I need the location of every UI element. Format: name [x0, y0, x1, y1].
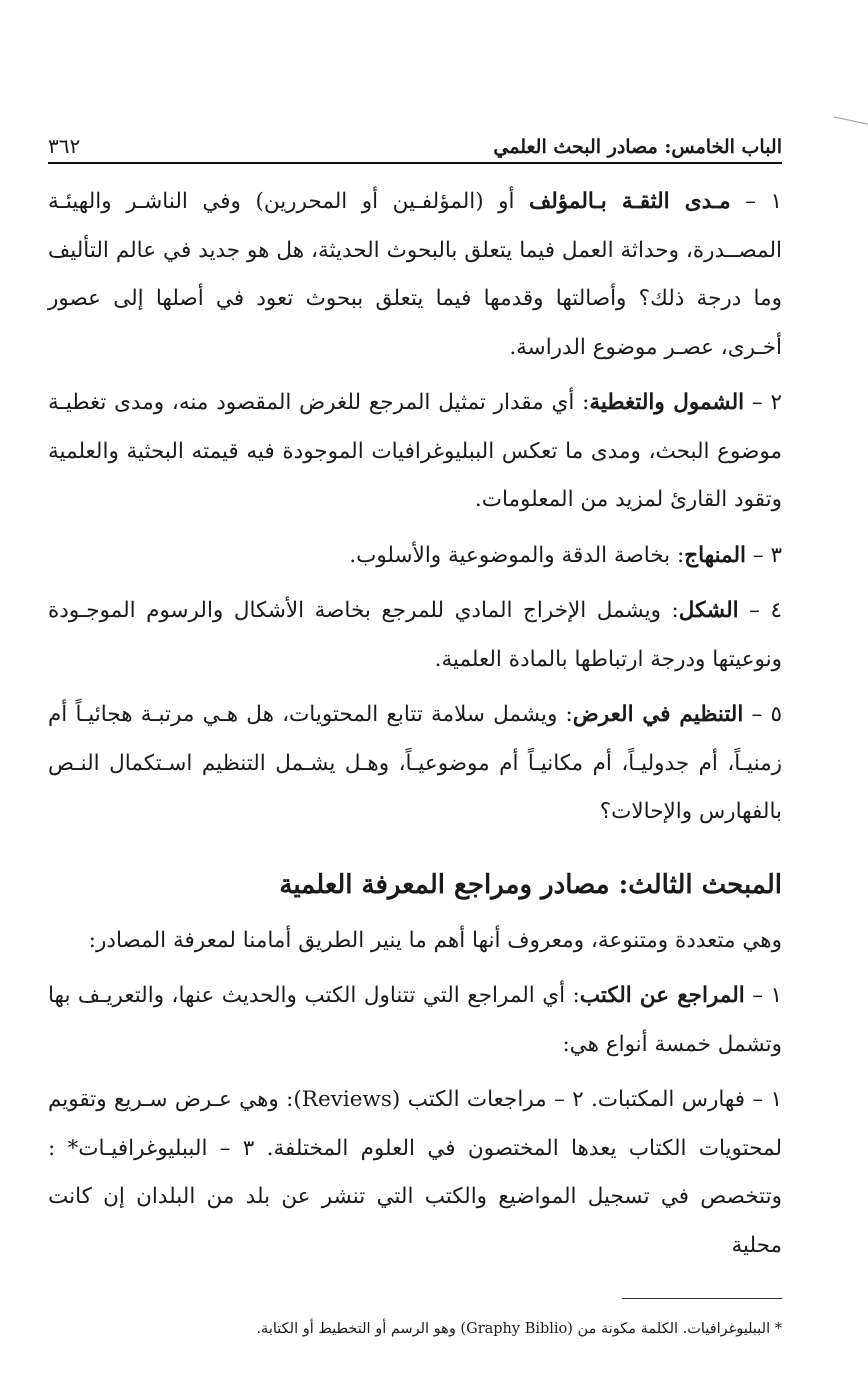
criterion-term: الشكل: [678, 598, 739, 623]
section-intro: وهي متعددة ومتنوعة، ومعروف أنها أهم ما ينير الطريق أمامنا لمعرفة المصادر:: [88, 927, 782, 953]
criterion-term: مـدى الثقـة بـالمؤلف: [529, 189, 731, 214]
criterion-1: [48, 178, 782, 372]
item-number: ١ –: [744, 983, 783, 1008]
page-number: ٣٦٢: [48, 134, 81, 158]
criterion-number: ٤ –: [738, 598, 783, 623]
criterion-2: [48, 379, 782, 525]
footnote-divider: [622, 1298, 782, 1299]
item-text: : أي المراجع التي تتناول الكتب والحديث عنها، والتعريـف بها وتشمل خمسة أنواع هي:: [48, 983, 782, 1057]
criterion-text: : بخاصة الدقة والموضوعية والأسلوب.: [349, 542, 685, 568]
criterion-number: ١ –: [730, 189, 783, 214]
scan-mark: [831, 116, 868, 136]
running-header: [48, 110, 782, 164]
criterion-text: : ويشمل سلامة تتابع المحتويات، هل هـي مرتبـة هجائيـاً أم زمنيـاً، أم جدوليـاً، أم مكانيـاً أم موضوعيـاً، وهـل يشـمل التنظيم اسـتكمال النـص بالفهارس والإحالات؟: [48, 702, 782, 824]
chapter-title: الباب الخامس: مصادر البحث العلمي: [493, 136, 782, 158]
references-item-1: [48, 972, 782, 1069]
criterion-5: [48, 691, 782, 837]
criterion-text: : ويشمل الإخراج المادي للمرجع بخاصة الأشكال والرسوم الموجـودة ونوعيتها ودرجة ارتباطها بالمادة العلمية.: [48, 598, 782, 672]
footnote: * الببليوغرافيات. الكلمة مكونة من (Graphy Biblio) وهو الرسم أو التخطيط أو الكتابة.: [256, 1320, 782, 1337]
reference-types: ١ – فهارس المكتبات. ٢ – مراجعات الكتب (Reviews): وهي عـرض سـريع وتقويم لمحتويات الكتاب يعدها المختصون في العلوم المختلفة. ٣ – الببليوغرافيـات* : وتتخصص في تسجيل المواضيع والكتب التي تنشر عن بلد من البلدان إن كانت محلية: [48, 1087, 783, 1258]
page-content: [48, 178, 782, 1344]
criterion-number: ٣ –: [746, 542, 782, 568]
section-heading: المبحث الثالث: مصادر ومراجع المعرفة العلمية: [279, 869, 782, 900]
criterion-text: : أي مقدار تمثيل المرجع للغرض المقصود منه، ومدى تغطيـة موضوع البحث، ومدى ما تعكس الببليوغرافيات الموجودة فيه قيمته البحثية والعلمية وتقود القارئ لمزيد من المعلومات.: [48, 390, 782, 512]
criterion-term: المنهاج: [684, 542, 747, 568]
criterion-number: ٥ –: [743, 702, 783, 727]
item-term: المراجع عن الكتب: [579, 983, 745, 1008]
criterion-number: ٢ –: [744, 390, 783, 415]
criterion-term: التنظيم في العرض: [572, 702, 744, 727]
criterion-term: الشمول والتغطية: [589, 390, 745, 415]
book-page: [48, 110, 782, 1358]
criterion-text: أو (المؤلفـين أو المحررين) وفي الناشـر والهيئـة المصــدرة، وحداثة العمل فيما يتعلق بالبحوث الحديثة، هل هو جديد في عالم التأليف وما درجة ذلك؟ وأصالتها وقدمها فيما يتعلق ببحوث تعود في أصلها إلى عصور أخـرى، عصـر موضوع الدراسة.: [48, 189, 782, 360]
criterion-3: [48, 532, 782, 581]
criterion-4: [48, 587, 782, 684]
